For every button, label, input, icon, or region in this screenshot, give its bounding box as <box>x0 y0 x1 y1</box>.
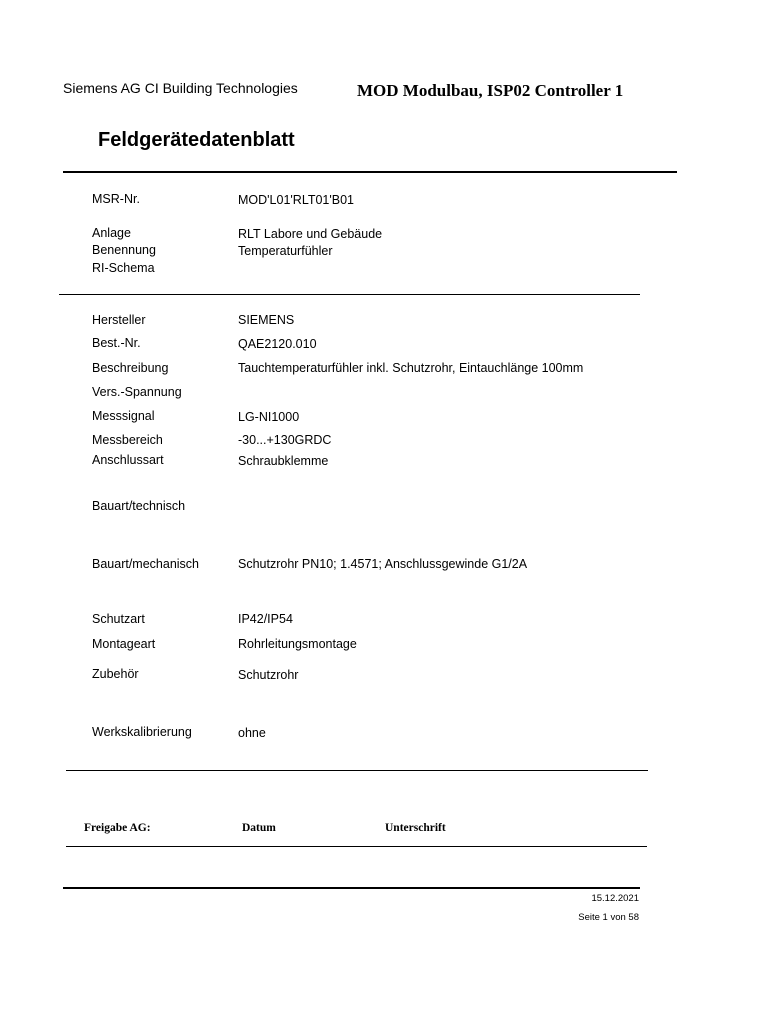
project-title: MOD Modulbau, ISP02 Controller 1 <box>357 81 624 100</box>
label-montageart: Montageart <box>92 637 156 651</box>
document-date: 15.12.2021 <box>591 893 639 904</box>
label-best-nr: Best.-Nr. <box>92 336 141 350</box>
label-zubehoer: Zubehör <box>92 667 139 681</box>
label-hersteller: Hersteller <box>92 313 146 327</box>
date-label: Datum <box>242 822 276 834</box>
value-werkskalibrierung: ohne <box>238 726 266 740</box>
value-benennung: Temperaturfühler <box>238 244 333 258</box>
release-label: Freigabe AG: <box>84 822 151 834</box>
page-title: Feldgerätedatenblatt <box>98 129 295 151</box>
divider-top <box>63 171 677 173</box>
page-number: Seite 1 von 58 <box>578 912 639 923</box>
value-messbereich: -30...+130GRDC <box>238 433 332 447</box>
value-beschreibung: Tauchtemperaturfühler inkl. Schutzrohr, Eintauchlänge 100mm <box>238 361 584 375</box>
label-bauart-mechanisch: Bauart/mechanisch <box>92 557 200 571</box>
value-anschlussart: Schraubklemme <box>238 454 329 468</box>
value-schutzart: IP42/IP54 <box>238 612 293 626</box>
label-vers-spannung: Vers.-Spannung <box>92 385 182 399</box>
value-hersteller: SIEMENS <box>238 313 295 327</box>
signature-line <box>66 846 647 847</box>
label-werkskalibrierung: Werkskalibrierung <box>92 725 192 739</box>
value-messsignal: LG-NI1000 <box>238 410 300 424</box>
value-msr-nr: MOD'L01'RLT01'B01 <box>238 193 355 207</box>
signature-label: Unterschrift <box>385 822 446 834</box>
label-anlage: Anlage <box>92 226 131 240</box>
value-bauart-mechanisch: Schutzrohr PN10; 1.4571; Anschlussgewinde G1/2A <box>238 557 528 571</box>
label-messbereich: Messbereich <box>92 433 163 447</box>
divider-identification <box>59 294 640 295</box>
value-montageart: Rohrleitungsmontage <box>238 637 357 651</box>
value-zubehoer: Schutzrohr <box>238 668 299 682</box>
label-schutzart: Schutzart <box>92 612 145 626</box>
divider-technical <box>66 770 648 771</box>
company-name: Siemens AG CI Building Technologies <box>63 80 298 96</box>
label-msr-nr: MSR-Nr. <box>92 192 140 206</box>
label-anschlussart: Anschlussart <box>92 453 164 467</box>
divider-footer <box>63 887 640 889</box>
label-messsignal: Messsignal <box>92 409 155 423</box>
label-benennung: Benennung <box>92 243 156 257</box>
label-bauart-technisch: Bauart/technisch <box>92 499 186 513</box>
label-ri-schema: RI-Schema <box>92 261 155 275</box>
value-best-nr: QAE2120.010 <box>238 337 317 351</box>
label-beschreibung: Beschreibung <box>92 361 169 375</box>
value-anlage: RLT Labore und Gebäude <box>238 227 383 241</box>
